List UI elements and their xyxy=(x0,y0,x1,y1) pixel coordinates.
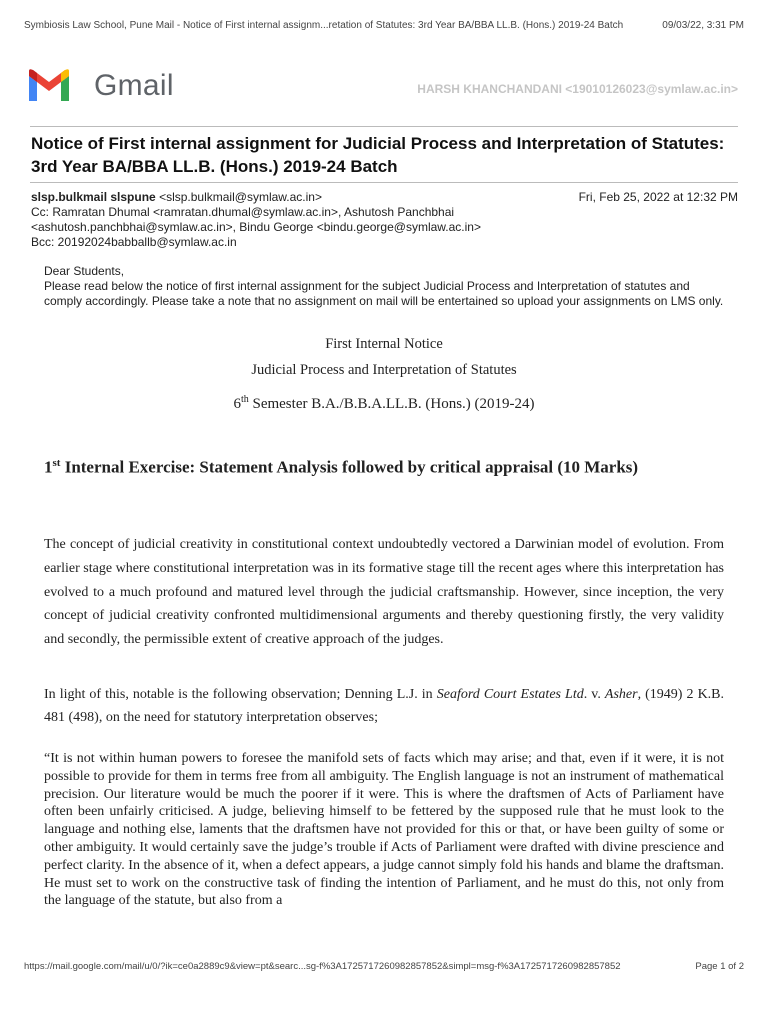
print-header xyxy=(24,20,744,34)
semester-suffix: th xyxy=(240,394,249,405)
paragraph-2 xyxy=(44,683,724,729)
sender-email[interactable]: <slsp.bulkmail@symlaw.ac.in> xyxy=(159,190,322,204)
semester-text: Semester B.A./B.B.A.LL.B. (Hons.) (2019-24) xyxy=(248,396,535,412)
print-title: Symbiosis Law School, Pune Mail - Notice of First internal assignm...retation of Statutes: 3rd Year BA/BBA LL.B. (Hons.) 2019-24 Batch xyxy=(24,20,624,31)
paragraph-1: The concept of judicial creativity in constitutional context undoubtedly vectored a Darwinian model of evolution. From earlier stage where constitutional interpretation was in its formative stage till the recent ages where this interpretation has evolved to a much profound and matured level through the judicial craftsmanship. However, since inception, the very concept of judicial creativity confronted multidimensional arguments and thereby questioning firstly, the very validity and secondly, the permissible extent of creative approach of the judges. xyxy=(44,537,724,648)
case-name: Seaford Court Estates Ltd xyxy=(436,687,584,702)
para2-citation: , (1949) 2 K.B. 481 (498), on the need for statutory interpretation observes; xyxy=(44,687,725,725)
intro-text: Please read below the notice of first internal assignment for the subject Judicial Process and Interpretation of statutes and comply accordingly. Please take a note that no assignment on mail will be entertained so upload your assignments on LMS only. xyxy=(44,279,724,308)
message-header xyxy=(31,190,738,250)
semester-number: 6 xyxy=(233,396,241,412)
account-label: HARSH KHANCHANDANI <19010126023@symlaw.ac.in> xyxy=(417,82,738,96)
footer-url: https://mail.google.com/mail/u/0/?ik=ce0a2889c9&view=pt&searc...sg-f%3A1725717260982857852&simpl=msg-f%3A1725717260982857852 xyxy=(24,961,621,972)
page-number: Page 1 of 2 xyxy=(695,961,744,972)
notice-title: First Internal Notice xyxy=(325,336,443,352)
cc-line-1: Cc: Ramratan Dhumal <ramratan.dhumal@symlaw.ac.in>, Ashutosh Panchbhai xyxy=(31,205,455,219)
gmail-m-icon xyxy=(26,68,72,104)
exercise-suffix: st xyxy=(52,457,61,469)
message-date: Fri, Feb 25, 2022 at 12:32 PM xyxy=(578,190,738,204)
cc-line-2: <ashutosh.panchbhai@symlaw.ac.in>, Bindu George <bindu.george@symlaw.ac.in> xyxy=(31,220,481,234)
gmail-wordmark: Gmail xyxy=(94,69,174,102)
bcc-line: Bcc: 20192024babballb@symlaw.ac.in xyxy=(31,235,237,249)
party-name: Asher xyxy=(604,687,638,702)
print-timestamp: 09/03/22, 3:31 PM xyxy=(662,20,744,31)
sender-name: slsp.bulkmail slspune xyxy=(31,190,156,204)
exercise-heading xyxy=(44,453,724,478)
email-subject: Notice of First internal assignment for Judicial Process and Interpretation of Statutes: 3rd Year BA/BBA LL.B. (Hons.) 2019-24 Batch xyxy=(31,134,725,176)
para2-mid: . v. xyxy=(583,687,605,702)
exercise-number: 1 xyxy=(44,457,53,477)
greeting: Dear Students, xyxy=(44,264,125,278)
subject-name: Judicial Process and Interpretation of Statutes xyxy=(251,362,517,378)
exercise-title: Internal Exercise: Statement Analysis followed by critical appraisal (10 Marks) xyxy=(60,457,639,477)
para2-text: In light of this, notable is the following observation; Denning L.J. in xyxy=(44,687,437,702)
divider-top xyxy=(30,126,738,127)
intro-block xyxy=(44,264,728,309)
semester-line xyxy=(0,394,768,413)
divider-subject xyxy=(30,182,738,183)
quotation: “It is not within human powers to foresee the manifold sets of facts which may arise; and that, even if it were, it is not possible to provide for them in terms free from all ambiguity. The English language is not an instrument of mathematical precision. Our literature would be much the poorer if it were. This is where the draftsmen of Acts of Parliament have often been unfairly criticised. A judge, believing himself to be fettered by the supposed rule that he must look to the language and nothing else, laments that the draftsmen have not provided for this or that, or have been guilty of some or other ambiguity. It would certainly save the judge’s trouble if Acts of Parliament were drafted with divine prescience and perfect clarity. In the absence of it, when a defect appears, a judge cannot simply fold his hands and blame the draftsman. He must set to work on the constructive task of finding the intention of Parliament, and he must do this, not only from the language of the statute, but also from a xyxy=(44,751,724,909)
